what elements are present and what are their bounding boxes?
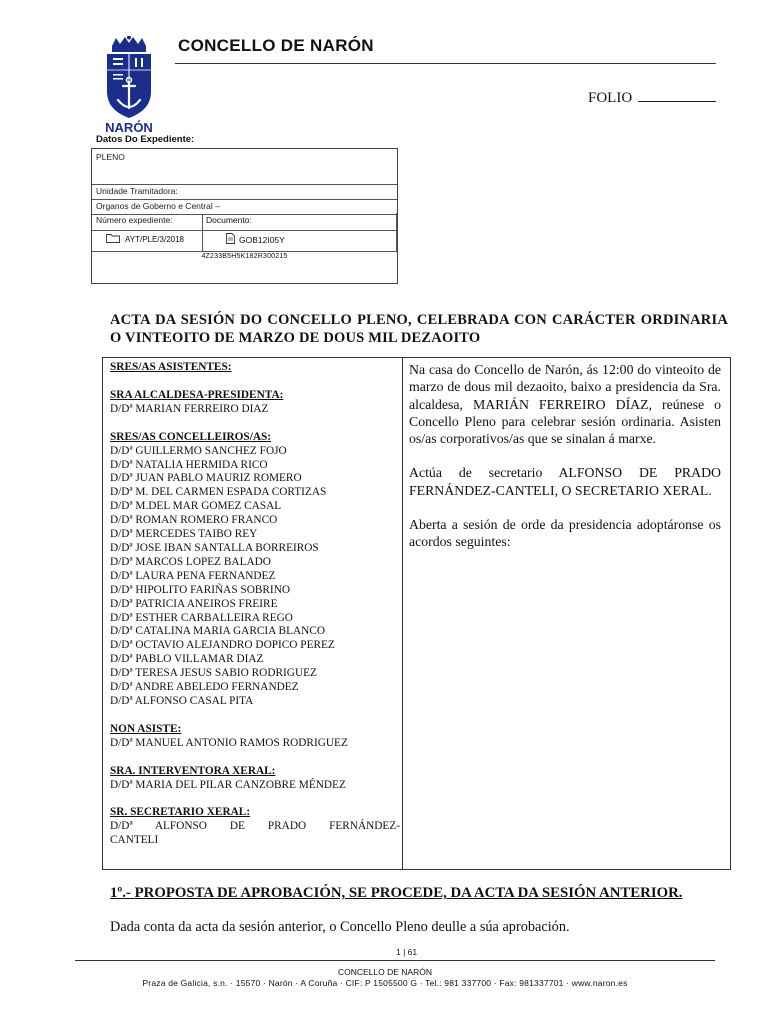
- councillor-name: D/Dª JUAN PABLO MAURIZ ROMERO: [110, 472, 302, 485]
- footer-org: CONCELLO DE NARÓN: [338, 967, 432, 977]
- councillors-list: [110, 445, 400, 709]
- session-paragraph-1: Na casa do Concello de Narón, ás 12:00 do vinteoito de marzo de dous mil dezaoito, baixo a presidencia da Sra. alcaldesa, MARIÁN FERREIRO DÍAZ, reúnese o Concello Pleno para celebrar sesión ordinaria. Asisten os/as corporativos/as que se sinalan á marxe.: [409, 362, 721, 447]
- agenda-item-1-text: Dada conta da acta da sesión anterior, o Concello Pleno deulle a súa aprobación.: [110, 919, 570, 935]
- mayor-heading: SRA ALCALDESA-PRESIDENTA:: [110, 388, 284, 401]
- secretary-heading: SR. SECRETARIO XERAL:: [110, 806, 251, 819]
- expediente-code: 4Z233B5H5K182R300215: [201, 253, 288, 260]
- footer-rule: [75, 960, 715, 961]
- auditor-name: D/Dª MARIA DEL PILAR CANZOBRE MÉNDEZ: [110, 778, 346, 791]
- footer-address: Praza de Galicia, s.n. · 15570 · Narón · A Coruña · CIF: P 1505500 G · Tel.: 981 337700 · Fax: 981337701 · www.naron.es: [142, 978, 628, 988]
- councillors-heading: SRES/AS CONCELLEIROS/AS:: [110, 430, 272, 443]
- secretary-name-line2: CANTELI: [110, 834, 159, 847]
- expediente-pleno: PLENO: [96, 152, 125, 162]
- expediente-document-label: Documento:: [206, 215, 252, 225]
- session-paragraph-2: Actúa de secretario ALFONSO DE PRADO FERNÁNDEZ-CANTELI, O SECRETARIO XERAL.: [409, 465, 721, 498]
- councillor-name: D/Dª OCTAVIO ALEJANDRO DOPICO PEREZ: [110, 639, 335, 652]
- secretary-name-line1: D/Dª ALFONSO DE PRADO FERNÁNDEZ-: [110, 820, 400, 833]
- councillor-name: D/Dª TERESA JESUS SABIO RODRIGUEZ: [110, 667, 317, 680]
- councillor-name: D/Dª M.DEL MAR GOMEZ CASAL: [110, 500, 282, 513]
- councillor-name: D/Dª JOSE IBAN SANTALLA BORREIROS: [110, 541, 319, 554]
- folio-blank-line: [638, 89, 716, 102]
- expediente-unidade-row: [92, 184, 397, 200]
- councillor-name: D/Dª PABLO VILLAMAR DIAZ: [110, 653, 264, 666]
- councillor-name: D/Dª PATRICIA ANEIROS FREIRE: [110, 597, 278, 610]
- attendees-column: [110, 361, 400, 848]
- expediente-cell-border: [312, 213, 397, 251]
- absent-name: D/Dª MANUEL ANTONIO RAMOS RODRIGUEZ: [110, 736, 348, 749]
- agenda-item-1-heading: PROPOSTA DE APROBACIÓN, SE PROCEDE, DA ACTA DA SESIÓN ANTERIOR.: [134, 885, 683, 901]
- agenda-item-1-title: [110, 885, 682, 902]
- councillor-name: D/Dª NATALIA HERMIDA RICO: [110, 458, 268, 471]
- councillor-name: D/Dª CATALINA MARIA GARCIA BLANCO: [110, 625, 325, 638]
- expediente-title: Datos Do Expediente:: [96, 134, 195, 145]
- agenda-item-1-number: 1º.-: [110, 885, 131, 901]
- folio-text: FOLIO: [588, 90, 633, 106]
- councillor-name: D/Dª LAURA PENA FERNANDEZ: [110, 569, 276, 582]
- councillor-name: D/Dª HIPOLITO FARIÑAS SOBRINO: [110, 583, 291, 596]
- auditor-heading: SRA. INTERVENTORA XERAL:: [110, 764, 276, 777]
- councillor-name: D/Dª ROMAN ROMERO FRANCO: [110, 514, 278, 527]
- councillor-name: D/Dª ALFONSO CASAL PITA: [110, 694, 254, 707]
- folder-icon: [106, 233, 120, 245]
- folio-label: [588, 89, 716, 107]
- attendees-heading: SRES/AS ASISTENTES:: [110, 361, 232, 373]
- page-number: 1 | 61: [396, 947, 418, 957]
- act-title: ACTA DA SESIÓN DO CONCELLO PLENO, CELEBRADA CON CARÁCTER ORDINARIA O VINTEOITO DE MARZO DE DOUS MIL DEZAOITO: [110, 312, 728, 346]
- expediente-number-text: AYT/PLE/3/2018: [125, 234, 184, 244]
- councillor-name: D/Dª ESTHER CARBALLEIRA REGO: [110, 611, 293, 624]
- header-rule: [175, 63, 716, 64]
- session-text-column: [409, 361, 721, 551]
- absent-heading: NON ASISTE:: [110, 722, 182, 735]
- mayor-name: D/Dª MARIAN FERREIRO DIAZ: [110, 402, 269, 415]
- expediente-document-text: GOB12I05Y: [239, 234, 285, 245]
- expediente-organos: Organos de Goberno e Central –: [96, 201, 220, 211]
- councillor-name: D/Dª ANDRE ABELEDO FERNANDEZ: [110, 681, 299, 694]
- expediente-unidade: Unidade Tramitadora:: [96, 186, 178, 196]
- councillor-name: D/Dª GUILLERMO SANCHEZ FOJO: [110, 444, 287, 457]
- expediente-document-value: [226, 233, 285, 246]
- attendance-table-divider: [402, 357, 403, 870]
- councillor-name: D/Dª MERCEDES TAIBO REY: [110, 528, 258, 541]
- org-title: CONCELLO DE NARÓN: [178, 36, 374, 55]
- councillor-name: D/Dª MARCOS LOPEZ BALADO: [110, 555, 271, 568]
- expediente-number-value: [106, 233, 184, 245]
- document-icon: [226, 233, 235, 246]
- session-paragraph-3: Aberta a sesión de orde da presidencia adoptáronse os acordos seguintes:: [409, 517, 721, 550]
- logo-text: NARÓN: [105, 120, 153, 135]
- councillor-name: D/Dª M. DEL CARMEN ESPADA CORTIZAS: [110, 486, 327, 499]
- expediente-number-label: Número expediente:: [96, 215, 173, 225]
- narón-coat-of-arms-logo: [98, 36, 160, 136]
- expediente-divider: [202, 214, 203, 251]
- expediente-pleno-row: [92, 149, 397, 185]
